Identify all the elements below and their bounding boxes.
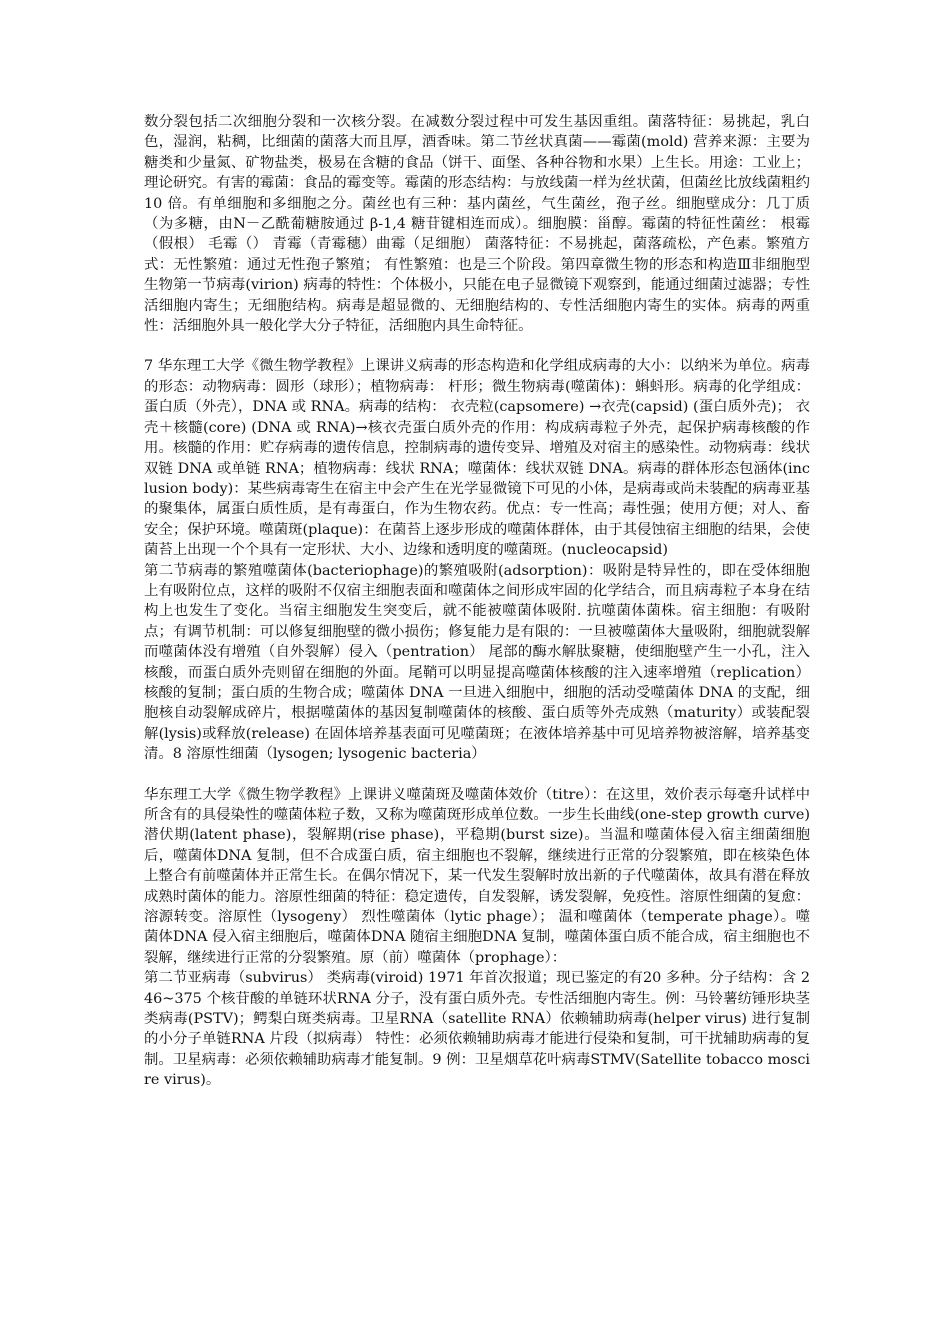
paragraph-yeast-mold: 数分裂包括二次细胞分裂和一次核分裂。在减数分裂过程中可发生基因重组。菌落特征：易挑起，乳白色，湿润，粘稠，比细菌的菌落大而且厚，酒香味。第二节丝状真菌——霉菌(mold) 营养来源：主要为糖类和少量氮、矿物盐类，极易在含糖的食品（饼干、面堡、各种谷物和水果）上生长。用途：工业上；理论研究。有害的霉菌：食品的霉变等。霉菌的形态结构：与放线菌一样为丝状菌，但菌丝比放线菌粗约10 倍。有单细胞和多细胞之分。菌丝也有三种：基内菌丝，气生菌丝，孢子丝。细胞壁成分：几丁质（为多糖，由N－乙酰葡糖胺通过 β-1,4 糖苷键相连而成）。细胞膜：甾醇。霉菌的特征性菌丝： 根霉（假根） 毛霉（） 青霉（青霉穗）曲霉（足细胞） 菌落特征：不易挑起，菌落疏松，产色素。繁殖方式：无性繁殖：通过无性孢子繁殖； 有性繁殖：也是三个阶段。第四章微生物的形态和构造Ⅲ非细胞型生物第一节病毒(virion) 病毒的特性：个体极小，只能在电子显微镜下观察到，能通过细菌过滤器；专性活细胞内寄生；无细胞结构。病毒是超显微的、无细胞结构的、专性活细胞内寄生的实体。病毒的两重性：活细胞外具一般化学大分子特征，活细胞内具生命特征。: [144, 114, 810, 335]
document-page: [144, 112, 810, 1091]
paragraph-spacer: [144, 765, 810, 785]
paragraph-subvirus: 第二节亚病毒（subvirus） 类病毒(viroid) 1971 年首次报道；现已鉴定的有20 多种。分子结构：含 246~375 个核苷酸的单链环状RNA 分子，没有蛋白质外壳。专性活细胞内寄生。例：马铃薯纺锤形块茎类病毒(PSTV)；鳄梨白斑类病毒。卫星RNA（satellite RNA）依赖辅助病毒(helper virus) 进行复制的小分子单链RNA 片段（拟病毒） 特性：必须依赖辅助病毒才能进行侵染和复制，可干扰辅助病毒的复制。卫星病毒：必须依赖辅助病毒才能复制。9 例：卫星烟草花叶病毒STMV(Satellite tobacco moscire virus)。: [144, 970, 810, 1089]
paragraph-phage-reproduction: 第二节病毒的繁殖噬菌体(bacteriophage)的繁殖吸附(adsorption)：吸附是特异性的，即在受体细胞上有吸附位点，这样的吸附不仅宿主细胞表面和噬菌体之间形成牢固的化学结合，而且病毒粒子本身在结构上也发生了变化。当宿主细胞发生突变后，就不能被噬菌体吸附. 抗噬菌体菌株。宿主细胞：有吸附点；有调节机制：可以修复细胞壁的微小损伤；修复能力是有限的：一旦被噬菌体大量吸附，细胞就裂解而噬菌体没有增殖（自外裂解）侵入（pentration） 尾部的酶水解肽聚糖，使细胞壁产生一小孔，注入核酸，而蛋白质外壳则留在细胞的外面。尾鞘可以明显提高噬菌体核酸的注入速率增殖（replication） 核酸的复制；蛋白质的生物合成；噬菌体 DNA 一旦进入细胞中，细胞的活动受噬菌体 DNA 的支配，细胞核自动裂解成碎片，根据噬菌体的基因复制噬菌体的核酸、蛋白质等外壳成熟（maturity）或装配裂解(lysis)或释放(release) 在固体培养基表面可见噬菌斑；在液体培养基中可见培养物被溶解，培养基变清。8 溶原性细菌（lysogen; lysogenic bacteria）: [144, 562, 810, 763]
paragraph-virus-structure: 7 华东理工大学《微生物学教程》上课讲义病毒的形态构造和化学组成病毒的大小：以纳米为单位。病毒的形态：动物病毒：圆形（球形）；植物病毒： 杆形；微生物病毒(噬菌体)：蝌蚪形。病毒的化学组成：蛋白质（外壳），DNA 或 RNA。病毒的结构： 衣壳粒(capsomere) →衣壳(capsid) (蛋白质外壳)； 衣壳＋核髓(core) (DNA 或 RNA)→核衣壳蛋白质外壳的作用：构成病毒粒子外壳，起保护病毒核酸的作用。核髓的作用：贮存病毒的遗传信息，控制病毒的遗传变异、增殖及对宿主的感染性。动物病毒：线状双链 DNA 或单链 RNA；植物病毒：线状 RNA；噬菌体：线状双链 DNA。病毒的群体形态包涵体(inclusion body)：某些病毒寄生在宿主中会产生在光学显微镜下可见的小体，是病毒或尚未装配的病毒亚基的聚集体，属蛋白质性质，是有毒蛋白，作为生物农药。优点：专一性高；毒性强；使用方便；对人、畜安全；保护环境。噬菌斑(plaque)：在菌苔上逐步形成的噬菌体群体，由于其侵蚀宿主细胞的结果，会使菌苔上出现一个个具有一定形状、大小、边缘和透明度的噬菌斑。(nucleocapsid): [144, 358, 810, 559]
paragraph-phage-titre: 华东理工大学《微生物学教程》上课讲义噬菌斑及噬菌体效价（titre）：在这里，效价表示每毫升试样中所含有的具侵染性的噬菌体粒子数，又称为噬菌斑形成单位数。一步生长曲线(one-step growth curve) 潜伏期(latent phase)，裂解期(rise phase)，平稳期(burst size)。当温和噬菌体侵入宿主细菌细胞后，噬菌体DNA 复制，但不合成蛋白质，宿主细胞也不裂解，继续进行正常的分裂繁殖，即在核染色体上整合有前噬菌体并正常生长。在偶尔情况下，某一代发生裂解时放出新的子代噬菌体，故具有潜在释放成熟时菌体的能力。溶原性细菌的特征：稳定遗传，自发裂解，诱发裂解，免疫性。溶原性细菌的复愈：溶源转变。溶原性（lysogeny） 烈性噬菌体（lytic phage）； 温和噬菌体（temperate phage）。噬菌体DNA 侵入宿主细胞后，噬菌体DNA 随宿主细胞DNA 复制，噬菌体蛋白质不能合成，宿主细胞也不裂解，继续进行正常的分裂繁殖。原（前）噬菌体（prophage）：: [144, 786, 810, 966]
paragraph-spacer: [144, 336, 810, 356]
